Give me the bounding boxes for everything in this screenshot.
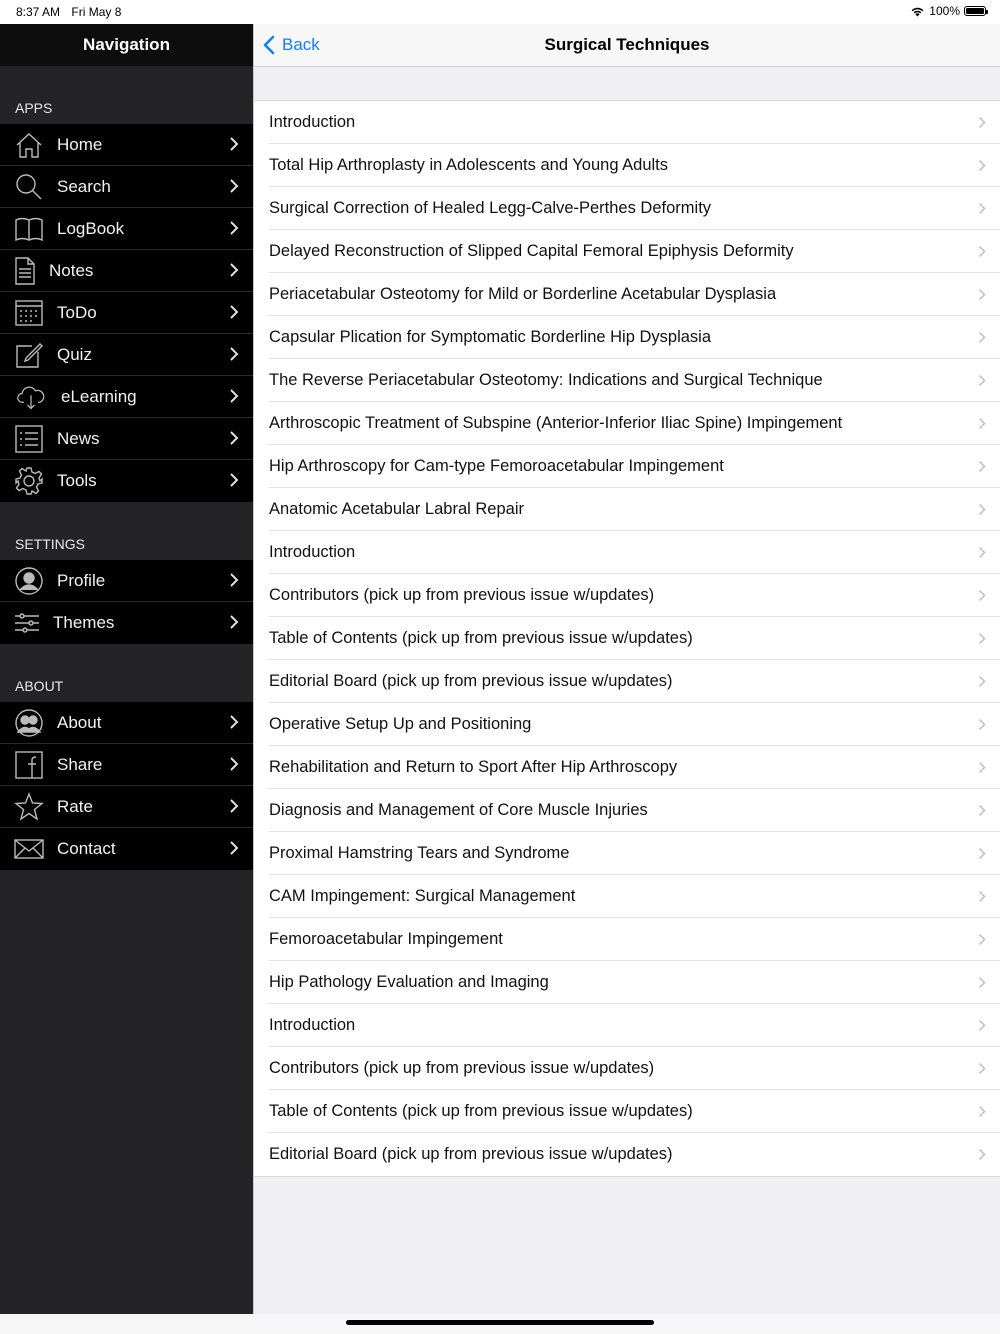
gear-icon: [14, 466, 44, 496]
sidebar-item-profile[interactable]: [0, 560, 253, 602]
sidebar-item-news[interactable]: [0, 418, 253, 460]
sidebar-item-label: About: [57, 712, 102, 732]
list-item-label: Femoroacetabular Impingement: [269, 929, 503, 948]
chevron-right-icon: [978, 890, 986, 903]
chevron-right-icon: [229, 472, 239, 488]
chevron-right-icon: [229, 304, 239, 320]
navbar: [254, 24, 1000, 67]
list-item-label: Table of Contents (pick up from previous issue w/updates): [269, 628, 693, 647]
list-item-label: Arthroscopic Treatment of Subspine (Anterior-Inferior Iliac Spine) Impingement: [269, 413, 843, 432]
sidebar-item-logbook[interactable]: [0, 208, 253, 250]
sidebar-item-contact[interactable]: [0, 828, 253, 870]
mail-icon: [14, 834, 44, 864]
sidebar-item-quiz[interactable]: [0, 334, 253, 376]
list-item-label: CAM Impingement: Surgical Management: [269, 886, 576, 905]
chevron-right-icon: [978, 976, 986, 989]
book-icon: [14, 214, 44, 244]
wifi-icon: [910, 6, 925, 17]
chevron-right-icon: [229, 614, 239, 630]
sidebar-item-label: Search: [57, 176, 111, 196]
list-item[interactable]: [269, 746, 1000, 789]
chevron-right-icon: [229, 346, 239, 362]
sidebar-item-about[interactable]: [0, 702, 253, 744]
list-item-label: Editorial Board (pick up from previous issue w/updates): [269, 671, 673, 690]
sidebar-item-label: Quiz: [57, 344, 92, 364]
list-item[interactable]: [269, 1133, 1000, 1176]
status-bar: [0, 0, 1000, 24]
list-item-label: Introduction: [269, 1015, 356, 1034]
chevron-right-icon: [978, 503, 986, 516]
home-icon: [14, 130, 44, 160]
list-item-label: Editorial Board (pick up from previous issue w/updates): [269, 1145, 673, 1163]
sidebar-item-label: Profile: [57, 570, 106, 590]
sidebar-item-label: eLearning: [61, 386, 137, 406]
list-item-label: Periacetabular Osteotomy for Mild or Borderline Acetabular Dysplasia: [269, 284, 777, 303]
chevron-right-icon: [229, 714, 239, 730]
list-item-label: Anatomic Acetabular Labral Repair: [269, 499, 524, 518]
list-item[interactable]: [269, 961, 1000, 1004]
list-item-label: Introduction: [269, 112, 356, 131]
list-item[interactable]: [269, 1047, 1000, 1090]
chevron-right-icon: [978, 933, 986, 946]
list-item-label: Surgical Correction of Healed Legg-Calve-Perthes Deformity: [269, 198, 712, 217]
chevron-right-icon: [229, 572, 239, 588]
sidebar: [0, 24, 253, 1314]
list-item[interactable]: [269, 574, 1000, 617]
chevron-right-icon: [978, 804, 986, 817]
sidebar-item-label: ToDo: [57, 302, 97, 322]
chevron-right-icon: [978, 374, 986, 387]
chevron-right-icon: [978, 1105, 986, 1118]
chevron-right-icon: [978, 1062, 986, 1075]
page-title: Surgical Techniques: [544, 35, 710, 54]
list-item-label: Contributors (pick up from previous issue w/updates): [269, 1058, 655, 1077]
chevron-right-icon: [978, 718, 986, 731]
list-item[interactable]: [269, 187, 1000, 230]
list-item[interactable]: [269, 531, 1000, 574]
chevron-right-icon: [978, 589, 986, 602]
chevron-left-icon: [262, 35, 276, 55]
list-item-label: Operative Setup Up and Positioning: [269, 714, 532, 733]
list-item[interactable]: [269, 230, 1000, 273]
sidebar-item-notes[interactable]: [0, 250, 253, 292]
list-item-label: Introduction: [269, 542, 356, 561]
sidebar-item-label: Contact: [57, 839, 116, 858]
list-icon: [14, 424, 44, 454]
list-item[interactable]: [269, 488, 1000, 531]
list-item-label: Rehabilitation and Return to Sport After Hip Arthroscopy: [269, 757, 678, 776]
list-item[interactable]: [269, 273, 1000, 316]
sidebar-item-search[interactable]: [0, 166, 253, 208]
topic-list: [254, 100, 1000, 1177]
list-item-label: Contributors (pick up from previous issue w/updates): [269, 585, 655, 604]
sidebar-item-todo[interactable]: [0, 292, 253, 334]
list-item-label: The Reverse Periacetabular Osteotomy: Indications and Surgical Technique: [269, 370, 823, 389]
chevron-right-icon: [978, 288, 986, 301]
chevron-right-icon: [229, 388, 239, 404]
section-label-settings: SETTINGS: [15, 536, 86, 552]
list-item[interactable]: [269, 316, 1000, 359]
status-time: 8:37 AM: [16, 5, 61, 19]
list-item-label: Table of Contents (pick up from previous issue w/updates): [269, 1101, 693, 1120]
list-item[interactable]: [269, 875, 1000, 918]
chevron-right-icon: [229, 840, 239, 856]
list-item[interactable]: [269, 918, 1000, 961]
status-date: Fri May 8: [71, 5, 122, 19]
sidebar-item-label: Tools: [57, 471, 97, 490]
list-item[interactable]: [269, 832, 1000, 875]
section-label-apps: APPS: [15, 100, 53, 116]
chevron-right-icon: [229, 262, 239, 278]
chevron-right-icon: [978, 245, 986, 258]
chevron-right-icon: [978, 1019, 986, 1032]
section-label-about: ABOUT: [15, 678, 64, 694]
list-item-label: Proximal Hamstring Tears and Syndrome: [269, 843, 570, 862]
list-item-label: Diagnosis and Management of Core Muscle Injuries: [269, 800, 648, 819]
chevron-right-icon: [978, 847, 986, 860]
list-item[interactable]: [269, 101, 1000, 144]
list-item-label: Total Hip Arthroplasty in Adolescents and Young Adults: [269, 155, 669, 174]
sidebar-item-themes[interactable]: [0, 602, 253, 644]
chevron-right-icon: [978, 546, 986, 559]
sidebar-item-elearning[interactable]: [0, 376, 253, 418]
chevron-right-icon: [229, 220, 239, 236]
chevron-right-icon: [978, 632, 986, 645]
calendar-icon: [14, 298, 44, 328]
main-panel: [254, 24, 1000, 1314]
sidebar-item-rate[interactable]: [0, 786, 253, 828]
chevron-right-icon: [229, 798, 239, 814]
chevron-right-icon: [229, 430, 239, 446]
list-item[interactable]: [269, 445, 1000, 488]
list-item[interactable]: [269, 1004, 1000, 1047]
sidebar-item-label: Notes: [49, 260, 94, 280]
list-item[interactable]: [269, 703, 1000, 746]
chevron-right-icon: [978, 1148, 986, 1161]
sidebar-title: Navigation: [0, 24, 253, 66]
list-item[interactable]: [269, 402, 1000, 445]
list-item-label: Delayed Reconstruction of Slipped Capital Femoral Epiphysis Deformity: [269, 241, 794, 260]
users-icon: [14, 708, 44, 738]
list-item-label: Capsular Plication for Symptomatic Borderline Hip Dysplasia: [269, 327, 712, 346]
search-icon: [14, 172, 44, 202]
list-item[interactable]: [269, 789, 1000, 832]
sidebar-item-home[interactable]: [0, 124, 253, 166]
user-icon: [14, 566, 44, 596]
cloud-download-icon: [14, 382, 48, 412]
chevron-right-icon: [978, 159, 986, 172]
sidebar-item-share[interactable]: [0, 744, 253, 786]
chevron-right-icon: [978, 331, 986, 344]
sidebar-item-label: Themes: [53, 613, 115, 632]
nav-group-about: [0, 702, 253, 870]
battery-icon: [964, 6, 986, 16]
chevron-right-icon: [978, 675, 986, 688]
list-item[interactable]: [269, 1090, 1000, 1133]
list-item[interactable]: [269, 144, 1000, 187]
sidebar-item-label: Home: [57, 134, 103, 154]
chevron-right-icon: [978, 116, 986, 129]
list-item-label: Hip Pathology Evaluation and Imaging: [269, 972, 549, 991]
nav-group-apps: [0, 124, 253, 502]
document-icon: [14, 256, 36, 286]
sidebar-item-label: LogBook: [57, 218, 125, 238]
list-item[interactable]: [269, 359, 1000, 402]
sidebar-item-label: News: [57, 428, 100, 448]
star-icon: [14, 792, 44, 822]
list-item-label: Hip Arthroscopy for Cam-type Femoroacetabular Impingement: [269, 456, 724, 475]
sidebar-item-tools[interactable]: [0, 460, 253, 502]
sliders-icon: [14, 608, 40, 638]
battery-percent: 100%: [929, 4, 960, 18]
nav-group-settings: [0, 560, 253, 644]
back-button[interactable]: [262, 24, 320, 66]
list-item[interactable]: [269, 617, 1000, 660]
facebook-icon: [14, 750, 44, 780]
sidebar-item-label: Share: [57, 754, 103, 774]
chevron-right-icon: [978, 460, 986, 473]
chevron-right-icon: [978, 202, 986, 215]
chevron-right-icon: [978, 417, 986, 430]
edit-icon: [14, 340, 44, 370]
chevron-right-icon: [229, 136, 239, 152]
back-label: Back: [282, 35, 320, 54]
home-indicator[interactable]: [346, 1320, 654, 1325]
sidebar-item-label: Rate: [57, 796, 93, 816]
chevron-right-icon: [229, 756, 239, 772]
chevron-right-icon: [229, 178, 239, 194]
list-item[interactable]: [269, 660, 1000, 703]
chevron-right-icon: [978, 761, 986, 774]
